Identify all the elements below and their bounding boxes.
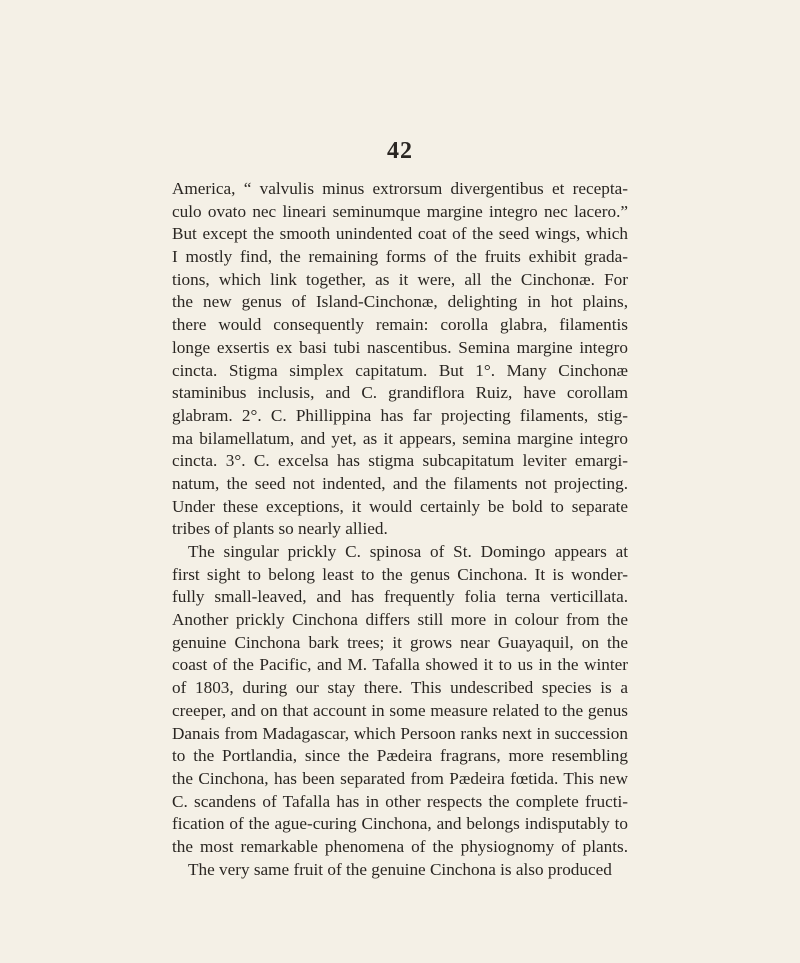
text-line: first sight to belong least to the genus Cinchona. It is wonder-	[172, 564, 628, 584]
text-line: longe exsertis ex basi tubi nascentibus. Semina margine integro	[172, 337, 628, 357]
text-line: cincta. 3°. C. excelsa has stigma subcapitatum leviter emargi-	[172, 451, 628, 471]
text-line: the most remarkable phenomena of the physiognomy of plants.	[172, 836, 628, 856]
text-line: fication of the ague-curing Cinchona, and belongs indisputably to	[172, 814, 628, 834]
text-line: coast of the Pacific, and M. Tafalla showed it to us in the winter	[172, 655, 628, 675]
text-line: tions, which link together, as it were, all the Cinchonæ. For	[172, 269, 628, 289]
page-number: 42	[387, 138, 413, 164]
text-line: The singular prickly C. spinosa of St. Domingo appears at	[188, 542, 628, 561]
text-line: genuine Cinchona bark trees; it grows near Guayaquil, on the	[172, 632, 628, 652]
text-line: natum, the seed not indented, and the filaments not projecting.	[172, 473, 628, 493]
text-line: But except the smooth unindented coat of the seed wings, which	[172, 224, 628, 244]
text-line: glabram. 2°. C. Phillippina has far projecting filaments, stig-	[172, 405, 628, 425]
text-line: culo ovato nec lineari seminumque margine integro nec lacero.”	[172, 201, 628, 221]
text-line: I mostly find, the remaining forms of the fruits exhibit grada-	[172, 247, 628, 267]
text-line: cincta. Stigma simplex capitatum. But 1°. Many Cinchonæ	[172, 360, 628, 380]
text-line: The very same fruit of the genuine Cinchona is also produced	[188, 859, 612, 879]
text-line: C. scandens of Tafalla has in other respects the complete fructi-	[172, 791, 628, 811]
text-line: the Cinchona, has been separated from Pædeira fœtida. This new	[172, 768, 628, 788]
text-line: staminibus inclusis, and C. grandiflora Ruiz, have corollam	[172, 383, 628, 403]
text-line: Another prickly Cinchona differs still more in colour from the	[172, 610, 628, 630]
text-line: Danais from Madagascar, which Persoon ranks next in succession	[172, 723, 628, 743]
text-line: ma bilamellatum, and yet, as it appears, semina margine integro	[172, 428, 628, 448]
body-text	[172, 178, 628, 881]
text-line: the new genus of Island-Cinchonæ, delighting in hot plains,	[172, 292, 628, 312]
text-line: fully small-leaved, and has frequently folia terna verticillata.	[172, 587, 628, 607]
text-line: Under these exceptions, it would certainly be bold to separate	[172, 496, 628, 516]
text-line: there would consequently remain: corolla glabra, filamentis	[172, 315, 628, 335]
text-line: tribes of plants so nearly allied.	[172, 519, 388, 539]
text-line: to the Portlandia, since the Pædeira fragrans, more resembling	[172, 746, 628, 766]
text-line: of 1803, during our stay there. This undescribed species is a	[172, 678, 628, 698]
text-line: America, “ valvulis minus extrorsum divergentibus et recepta-	[172, 179, 628, 198]
text-line: creeper, and on that account in some measure related to the genus	[172, 700, 628, 720]
